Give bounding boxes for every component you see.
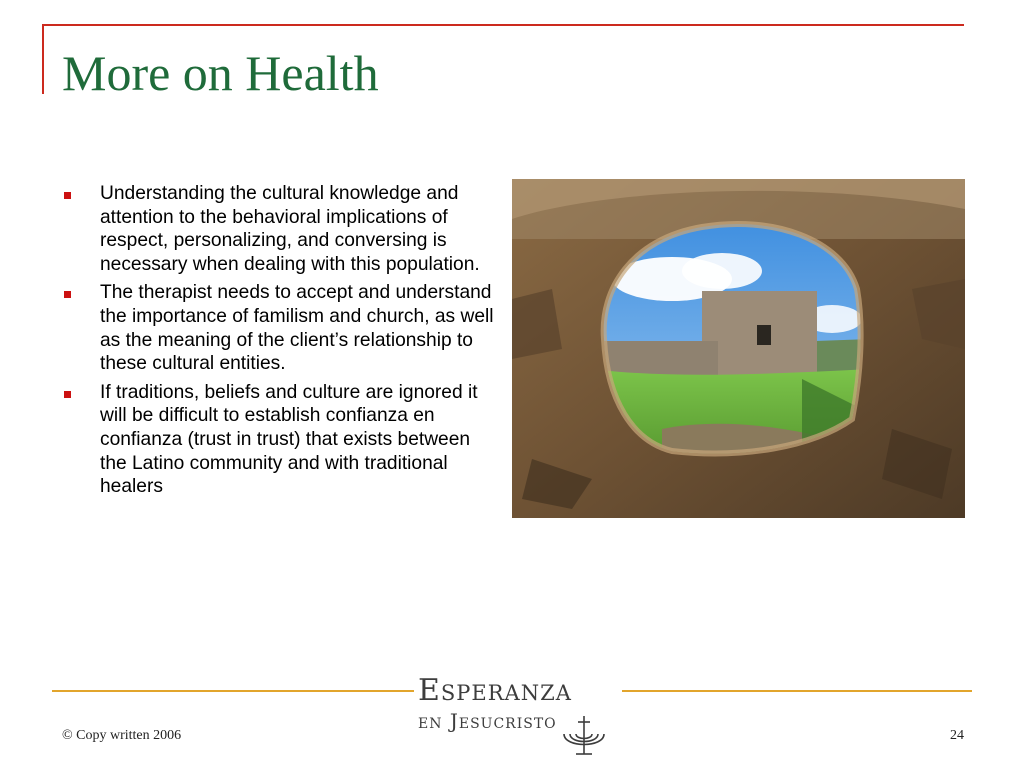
- bullet-text: The therapist needs to accept and understand the importance of familism and church, as well as the meaning of the client’s relationship to these cultural entities.: [100, 282, 494, 375]
- ruins-photo-illustration: [512, 179, 965, 518]
- bullet-item: [58, 381, 498, 499]
- bullet-item: [58, 182, 498, 276]
- bullet-marker-icon: [64, 192, 71, 199]
- logo-text-line1: Esperanza: [418, 673, 572, 708]
- bullet-item: [58, 281, 498, 375]
- title-frame-left-rule: [42, 24, 44, 94]
- copyright-notice: © Copy written 2006: [62, 728, 182, 743]
- bullet-marker-icon: [64, 291, 71, 298]
- bullet-text: If traditions, beliefs and culture are ignored it will be difficult to establish confianza en confianza (trust in trust) that exists between the Latino community and with traditional healers: [100, 381, 478, 498]
- bullet-text: Understanding the cultural knowledge and attention to the behavioral implications of respect, personalizing, and conversing is necessary when dealing with this population.: [100, 183, 480, 275]
- menorah-cross-icon: [558, 712, 610, 756]
- esperanza-logo: [416, 672, 622, 756]
- slide-title: More on Health: [62, 45, 379, 101]
- title-frame-top-rule: [42, 24, 964, 26]
- page-number: 24: [950, 728, 964, 743]
- logo-text-line2: en Jesucristo: [418, 709, 557, 733]
- bullet-marker-icon: [64, 391, 71, 398]
- bullet-list: [58, 182, 498, 504]
- logo-wordmark-line2: [418, 708, 557, 734]
- footer-rule-right: [622, 690, 972, 692]
- logo-wordmark-line1: [418, 674, 572, 708]
- ruins-photo: [512, 179, 965, 518]
- footer-rule-left: [52, 690, 414, 692]
